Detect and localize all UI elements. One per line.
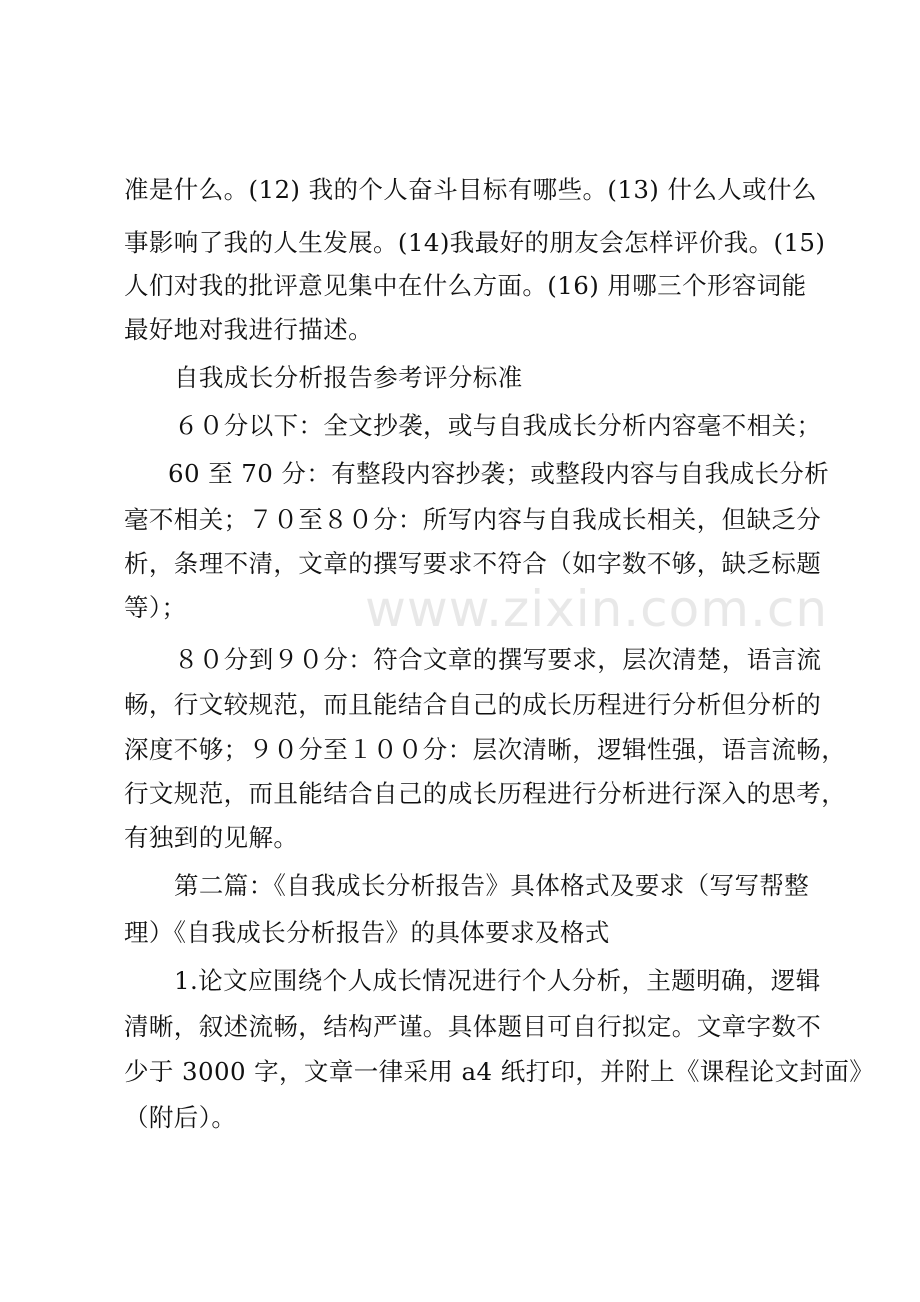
section-title: 理）《自我成长分析报告》的具体要求及格式	[124, 918, 610, 947]
text-line: 60 至 70 分：有整段内容抄袭；或整段内容与自我成长分析	[168, 459, 830, 488]
text-line: 事影响了我的人生发展。(14)我最好的朋友会怎样评价我。(15)	[124, 228, 826, 257]
text-line: ８０分到９０分：符合文章的撰写要求，层次清楚，语言流	[174, 645, 822, 674]
text-line: 有独到的见解。	[124, 823, 299, 852]
section-title: 第二篇：《自我成长分析报告》具体格式及要求（写写帮整	[174, 871, 810, 900]
watermark: www.zixin.com.cn	[365, 580, 829, 638]
text-line: ６０分以下：全文抄袭，或与自我成长分析内容毫不相关；	[174, 411, 822, 440]
text-line: 清晰，叙述流畅，结构严谨。具体题目可自行拟定。文章字数不	[124, 1012, 822, 1041]
section-heading: 自我成长分析报告参考评分标准	[174, 363, 523, 392]
text-line: 准是什么。(12) 我的个人奋斗目标有哪些。(13) 什么人或什么	[124, 175, 817, 204]
text-line: 人们对我的批评意见集中在什么方面。(16) 用哪三个形容词能	[124, 271, 807, 300]
text-line: 毫不相关；７０至８０分：所写内容与自我成长相关，但缺乏分	[124, 505, 822, 534]
text-line: 行文规范，而且能结合自己的成长历程进行分析进行深入的思考，	[124, 779, 847, 808]
text-line: 少于 3000 字，文章一律采用 a4 纸打印，并附上《课程论文封面》	[124, 1057, 875, 1086]
text-line: 畅，行文较规范，而且能结合自己的成长历程进行分析但分析的	[124, 690, 822, 719]
text-line: 最好地对我进行描述。	[124, 315, 373, 344]
text-line: 析，条理不清，文章的撰写要求不符合（如字数不够，缺乏标题	[124, 549, 822, 578]
text-line: 1.论文应围绕个人成长情况进行个人分析，主题明确，逻辑	[174, 966, 821, 995]
text-line: 等）；	[124, 593, 187, 622]
text-line: 深度不够；９０分至１００分：层次清晰，逻辑性强，语言流畅，	[124, 735, 847, 764]
text-line: （附后）。	[124, 1103, 237, 1132]
